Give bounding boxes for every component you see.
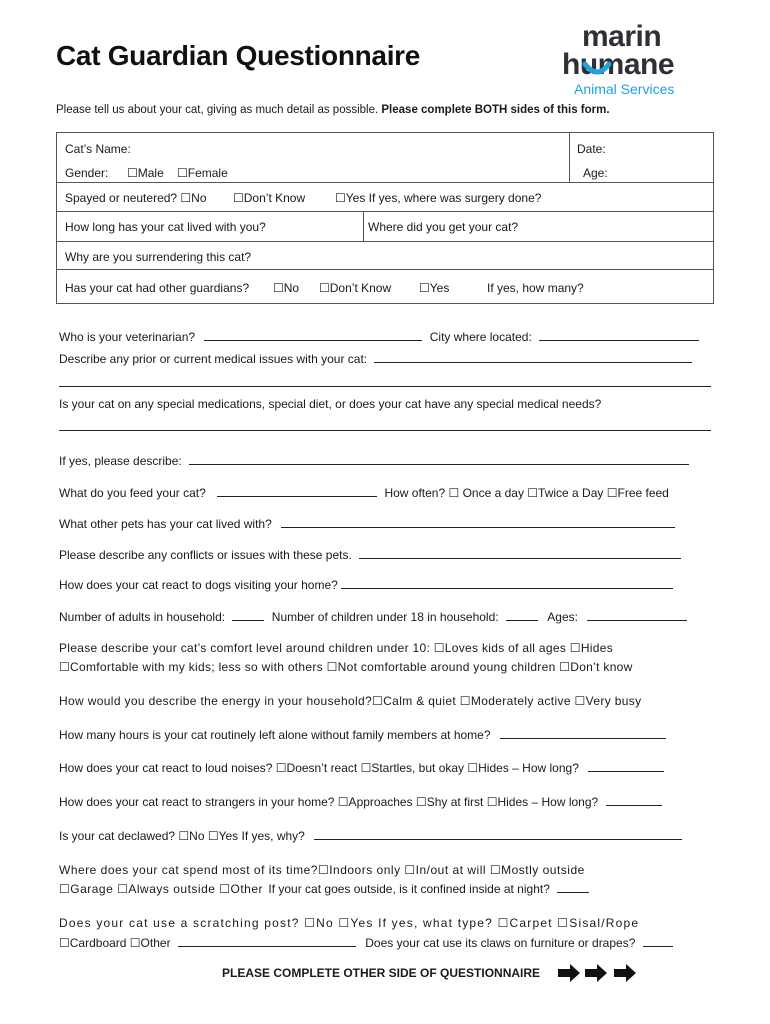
noises-how-long-field[interactable] (588, 760, 664, 772)
gender-label: Gender: (65, 166, 109, 180)
noises-question (59, 760, 664, 775)
special-needs-label: Is your cat on any special medications, special diet, or does your cat have any special medical needs? (59, 397, 602, 411)
table-row-how-long (57, 212, 713, 242)
describe-field[interactable] (189, 453, 689, 465)
how-long-label: How long has your cat lived with you? (65, 220, 266, 234)
vet-label: Who is your veterinarian? (59, 330, 196, 344)
spend-time-options-line2[interactable]: ☐Garage ☐Always outside ☐Other (59, 882, 264, 896)
medical-field-line-2[interactable] (59, 386, 711, 387)
arrow-right-icon (558, 964, 580, 982)
intro-bold: Please complete BOTH sides of this form. (381, 104, 610, 116)
alone-field[interactable] (500, 727, 666, 739)
where-get-label: Where did you get your cat? (368, 220, 519, 234)
spayed-no-checkbox[interactable]: Spayed or neutered? ☐No (65, 191, 207, 205)
strangers-options[interactable]: How does your cat react to strangers in your home? ☐Approaches ☐Shy at first ☐Hides – How long? (59, 795, 599, 809)
spayed-yes-checkbox[interactable]: ☐Yes If yes, where was surgery done? (335, 191, 542, 205)
special-needs-field[interactable] (59, 430, 711, 431)
adults-field[interactable] (232, 609, 264, 621)
confined-night-field[interactable] (557, 881, 589, 893)
feed-frequency-options[interactable]: How often? ☐ Once a day ☐Twice a Day ☐Free feed (384, 486, 669, 500)
claws-furniture-field[interactable] (643, 935, 673, 947)
claws-furniture-label: Does your cat use its claws on furniture or drapes? (365, 936, 636, 950)
feed-field[interactable] (217, 485, 377, 497)
scratching-options-line2[interactable]: ☐Cardboard ☐Other (59, 936, 171, 950)
describe-label: If yes, please describe: (59, 454, 182, 468)
city-label: City where located: (429, 330, 532, 344)
spend-time-options-line1[interactable]: Where does your cat spend most of its time?☐Indoors only ☐In/out at will ☐Mostly outside (59, 863, 585, 877)
conflicts-question (59, 547, 681, 562)
guardians-dont-know-checkbox[interactable]: ☐Don’t Know (319, 281, 392, 295)
comfort-options-line2[interactable]: ☐Comfortable with my kids; less so with others ☐Not comfortable around young children ☐Don’t know (59, 660, 633, 674)
guardians-how-many-label: If yes, how many? (487, 281, 584, 295)
declawed-question (59, 828, 682, 843)
other-pets-question (59, 516, 675, 531)
date-label: Date: (577, 142, 606, 156)
dogs-label: How does your cat react to dogs visiting your home? (59, 578, 338, 592)
ages-label: Ages: (547, 610, 578, 624)
gender-male-checkbox[interactable]: ☐Male (127, 166, 164, 180)
conflicts-field[interactable] (359, 547, 681, 559)
adults-label: Number of adults in household: (59, 610, 226, 624)
other-guardians-label: Has your cat had other guardians? (65, 281, 250, 295)
scratching-options-line1[interactable]: Does your cat use a scratching post? ☐No ☐Yes If yes, what type? ☐Carpet ☐Sisal/Rope (59, 916, 640, 930)
declawed-options[interactable]: Is your cat declawed? ☐No ☐Yes If yes, why? (59, 829, 305, 843)
household-question (59, 609, 687, 624)
noises-options[interactable]: How does your cat react to loud noises? ☐Doesn’t react ☐Startles, but okay ☐Hides – How long? (59, 761, 579, 775)
other-pets-label: What other pets has your cat lived with? (59, 517, 272, 531)
other-pets-field[interactable] (281, 516, 675, 528)
scratching-other-field[interactable] (178, 935, 356, 947)
dogs-question (59, 577, 673, 592)
comfort-options-line1[interactable]: Please describe your cat’s comfort level around children under 10: ☐Loves kids of all ages ☐Hides (59, 641, 613, 655)
children-label: Number of children under 18 in household: (271, 610, 499, 624)
vet-field[interactable] (204, 329, 422, 341)
guardians-yes-checkbox[interactable]: ☐Yes (419, 281, 450, 295)
confined-night-label: If your cat goes outside, is it confined inside at night? (268, 882, 550, 896)
strangers-question (59, 794, 662, 809)
arrow-right-icon (614, 964, 636, 982)
conflicts-label: Please describe any conflicts or issues with these pets. (59, 548, 352, 562)
why-surrender-label: Why are you surrendering this cat? (65, 250, 252, 264)
age-label: Age: (583, 166, 608, 180)
spayed-dont-know-checkbox[interactable]: ☐Don’t Know (233, 191, 306, 205)
intro-text (56, 104, 610, 116)
table-row-why (57, 242, 713, 270)
feed-label: What do you feed your cat? (59, 486, 206, 500)
describe-question (59, 453, 689, 468)
ages-field[interactable] (587, 609, 687, 621)
scratching-line2 (59, 935, 673, 950)
table-row-name-gender (57, 133, 713, 183)
spend-time-line2 (59, 881, 589, 896)
energy-options[interactable]: How would you describe the energy in your household?☐Calm & quiet ☐Moderately active ☐Very busy (59, 694, 642, 708)
vet-question (59, 329, 699, 344)
arrow-right-icon (585, 964, 607, 982)
declawed-why-field[interactable] (314, 828, 682, 840)
alone-label: How many hours is your cat routinely left alone without family members at home? (59, 728, 491, 742)
strangers-how-long-field[interactable] (606, 794, 662, 806)
feed-question (59, 485, 669, 500)
medical-label: Describe any prior or current medical issues with your cat: (59, 352, 368, 366)
cat-info-table (56, 132, 714, 304)
table-row-spayed (57, 183, 713, 212)
intro-normal: Please tell us about your cat, giving as much detail as possible. (56, 104, 379, 116)
logo-text-humane: humane (562, 48, 675, 81)
medical-field[interactable] (374, 351, 692, 363)
cat-name-label: Cat’s Name: (65, 142, 131, 156)
children-field[interactable] (506, 609, 538, 621)
guardians-no-checkbox[interactable]: ☐No (273, 281, 300, 295)
alone-question (59, 727, 666, 742)
logo-text-marin: marin (582, 20, 662, 53)
logo-smile-icon (582, 60, 612, 80)
medical-question (59, 351, 692, 366)
city-field[interactable] (539, 329, 699, 341)
dogs-field[interactable] (341, 577, 673, 589)
footer-notice: PLEASE COMPLETE OTHER SIDE OF QUESTIONNAIRE (222, 966, 541, 980)
table-row-guardians (57, 270, 713, 304)
page-title: Cat Guardian Questionnaire (56, 40, 421, 71)
marin-humane-logo (556, 20, 716, 100)
logo-text-services: Animal Services (574, 81, 675, 97)
gender-female-checkbox[interactable]: ☐Female (177, 166, 228, 180)
